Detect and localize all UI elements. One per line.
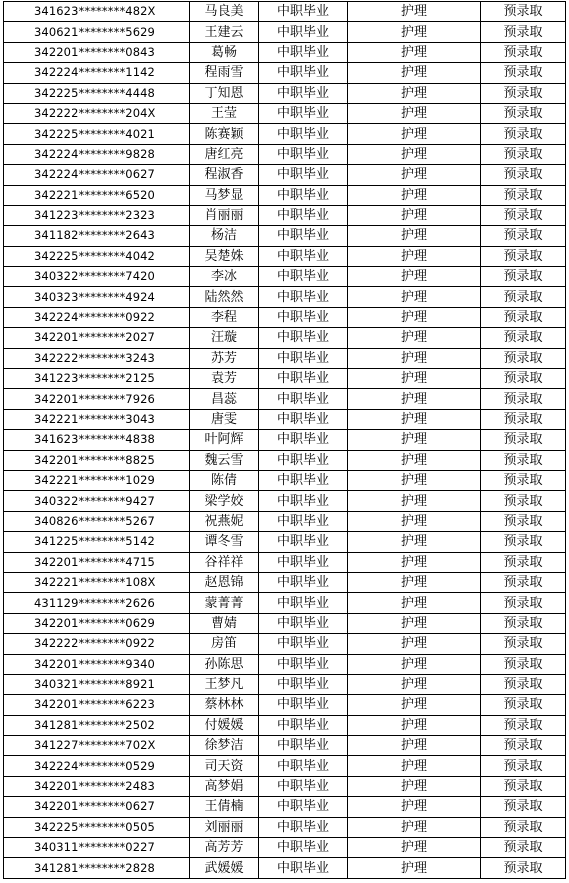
admission-status-cell: 预录取 <box>481 470 566 490</box>
id-number-cell: 342221********108X <box>4 572 190 592</box>
education-cell: 中职毕业 <box>259 817 348 837</box>
student-name-cell: 刘丽丽 <box>190 817 259 837</box>
table-row <box>4 22 566 42</box>
id-number-cell: 340826********5267 <box>4 511 190 531</box>
table-row <box>4 328 566 348</box>
id-number-cell: 342222********204X <box>4 103 190 123</box>
admission-status-cell: 预录取 <box>481 634 566 654</box>
education-cell: 中职毕业 <box>259 695 348 715</box>
table-row <box>4 715 566 735</box>
table-row <box>4 776 566 796</box>
education-cell: 中职毕业 <box>259 511 348 531</box>
major-cell: 护理 <box>348 307 481 327</box>
major-cell: 护理 <box>348 409 481 429</box>
id-number-cell: 341623********482X <box>4 2 190 22</box>
admission-status-cell: 预录取 <box>481 144 566 164</box>
education-cell: 中职毕业 <box>259 328 348 348</box>
table-row <box>4 797 566 817</box>
table-row <box>4 226 566 246</box>
admission-status-cell: 预录取 <box>481 817 566 837</box>
major-cell: 护理 <box>348 593 481 613</box>
id-number-cell: 342224********0627 <box>4 165 190 185</box>
table-row <box>4 124 566 144</box>
education-cell: 中职毕业 <box>259 124 348 144</box>
student-name-cell: 高芳芳 <box>190 838 259 858</box>
table-row <box>4 430 566 450</box>
education-cell: 中职毕业 <box>259 715 348 735</box>
education-cell: 中职毕业 <box>259 797 348 817</box>
student-name-cell: 苏芳 <box>190 348 259 368</box>
admission-status-cell: 预录取 <box>481 307 566 327</box>
student-name-cell: 祝燕妮 <box>190 511 259 531</box>
student-name-cell: 高梦娟 <box>190 776 259 796</box>
student-name-cell: 房笛 <box>190 634 259 654</box>
table-row <box>4 552 566 572</box>
admission-status-cell: 预录取 <box>481 165 566 185</box>
major-cell: 护理 <box>348 287 481 307</box>
student-name-cell: 唐雯 <box>190 409 259 429</box>
major-cell: 护理 <box>348 817 481 837</box>
table-row <box>4 491 566 511</box>
major-cell: 护理 <box>348 491 481 511</box>
major-cell: 护理 <box>348 756 481 776</box>
major-cell: 护理 <box>348 511 481 531</box>
id-number-cell: 341223********2125 <box>4 369 190 389</box>
admission-status-cell: 预录取 <box>481 287 566 307</box>
student-name-cell: 武媛媛 <box>190 858 259 878</box>
education-cell: 中职毕业 <box>259 63 348 83</box>
major-cell: 护理 <box>348 552 481 572</box>
admission-status-cell: 预录取 <box>481 185 566 205</box>
education-cell: 中职毕业 <box>259 450 348 470</box>
table-row <box>4 511 566 531</box>
id-number-cell: 342221********3043 <box>4 409 190 429</box>
student-name-cell: 魏云雪 <box>190 450 259 470</box>
table-row <box>4 389 566 409</box>
id-number-cell: 431129********2626 <box>4 593 190 613</box>
table-row <box>4 858 566 878</box>
education-cell: 中职毕业 <box>259 83 348 103</box>
major-cell: 护理 <box>348 838 481 858</box>
education-cell: 中职毕业 <box>259 103 348 123</box>
table-row <box>4 838 566 858</box>
table-row <box>4 674 566 694</box>
education-cell: 中职毕业 <box>259 287 348 307</box>
admission-status-cell: 预录取 <box>481 389 566 409</box>
education-cell: 中职毕业 <box>259 736 348 756</box>
education-cell: 中职毕业 <box>259 307 348 327</box>
student-name-cell: 汪璇 <box>190 328 259 348</box>
major-cell: 护理 <box>348 369 481 389</box>
id-number-cell: 342201********0843 <box>4 42 190 62</box>
major-cell: 护理 <box>348 450 481 470</box>
major-cell: 护理 <box>348 715 481 735</box>
table-row <box>4 593 566 613</box>
student-name-cell: 曹婧 <box>190 613 259 633</box>
student-name-cell: 谭冬雪 <box>190 532 259 552</box>
student-name-cell: 孙陈思 <box>190 654 259 674</box>
admission-roster-body <box>4 2 566 879</box>
student-name-cell: 陈倩 <box>190 470 259 490</box>
table-row <box>4 42 566 62</box>
education-cell: 中职毕业 <box>259 654 348 674</box>
education-cell: 中职毕业 <box>259 634 348 654</box>
major-cell: 护理 <box>348 185 481 205</box>
id-number-cell: 342201********4715 <box>4 552 190 572</box>
id-number-cell: 342201********8825 <box>4 450 190 470</box>
education-cell: 中职毕业 <box>259 491 348 511</box>
id-number-cell: 342224********0529 <box>4 756 190 776</box>
education-cell: 中职毕业 <box>259 267 348 287</box>
id-number-cell: 341227********702X <box>4 736 190 756</box>
education-cell: 中职毕业 <box>259 756 348 776</box>
education-cell: 中职毕业 <box>259 226 348 246</box>
admission-status-cell: 预录取 <box>481 552 566 572</box>
student-name-cell: 葛畅 <box>190 42 259 62</box>
student-name-cell: 唐红亮 <box>190 144 259 164</box>
admission-status-cell: 预录取 <box>481 654 566 674</box>
admission-status-cell: 预录取 <box>481 22 566 42</box>
admission-status-cell: 预录取 <box>481 409 566 429</box>
admission-status-cell: 预录取 <box>481 267 566 287</box>
education-cell: 中职毕业 <box>259 572 348 592</box>
major-cell: 护理 <box>348 144 481 164</box>
id-number-cell: 342222********0922 <box>4 634 190 654</box>
id-number-cell: 341281********2828 <box>4 858 190 878</box>
student-name-cell: 谷祥祥 <box>190 552 259 572</box>
table-row <box>4 267 566 287</box>
id-number-cell: 340322********9427 <box>4 491 190 511</box>
admission-status-cell: 预录取 <box>481 797 566 817</box>
major-cell: 护理 <box>348 430 481 450</box>
id-number-cell: 341223********2323 <box>4 205 190 225</box>
major-cell: 护理 <box>348 42 481 62</box>
id-number-cell: 340311********0227 <box>4 838 190 858</box>
admission-status-cell: 预录取 <box>481 613 566 633</box>
admission-status-cell: 预录取 <box>481 511 566 531</box>
major-cell: 护理 <box>348 205 481 225</box>
major-cell: 护理 <box>348 736 481 756</box>
admission-status-cell: 预录取 <box>481 838 566 858</box>
education-cell: 中职毕业 <box>259 409 348 429</box>
education-cell: 中职毕业 <box>259 674 348 694</box>
education-cell: 中职毕业 <box>259 430 348 450</box>
student-name-cell: 李冰 <box>190 267 259 287</box>
admission-status-cell: 预录取 <box>481 369 566 389</box>
table-row <box>4 369 566 389</box>
id-number-cell: 342225********4042 <box>4 246 190 266</box>
admission-status-cell: 预录取 <box>481 103 566 123</box>
table-row <box>4 532 566 552</box>
major-cell: 护理 <box>348 103 481 123</box>
table-row <box>4 817 566 837</box>
table-row <box>4 2 566 22</box>
education-cell: 中职毕业 <box>259 205 348 225</box>
table-row <box>4 185 566 205</box>
id-number-cell: 342201********9340 <box>4 654 190 674</box>
education-cell: 中职毕业 <box>259 2 348 22</box>
table-row <box>4 613 566 633</box>
major-cell: 护理 <box>348 348 481 368</box>
admission-status-cell: 预录取 <box>481 715 566 735</box>
education-cell: 中职毕业 <box>259 532 348 552</box>
student-name-cell: 梁学姣 <box>190 491 259 511</box>
education-cell: 中职毕业 <box>259 22 348 42</box>
major-cell: 护理 <box>348 124 481 144</box>
major-cell: 护理 <box>348 674 481 694</box>
student-name-cell: 蒙菁菁 <box>190 593 259 613</box>
admission-status-cell: 预录取 <box>481 756 566 776</box>
education-cell: 中职毕业 <box>259 838 348 858</box>
major-cell: 护理 <box>348 776 481 796</box>
id-number-cell: 340322********7420 <box>4 267 190 287</box>
student-name-cell: 杨洁 <box>190 226 259 246</box>
education-cell: 中职毕业 <box>259 144 348 164</box>
id-number-cell: 342201********2027 <box>4 328 190 348</box>
education-cell: 中职毕业 <box>259 552 348 572</box>
student-name-cell: 吴楚姝 <box>190 246 259 266</box>
student-name-cell: 徐梦洁 <box>190 736 259 756</box>
table-row <box>4 307 566 327</box>
id-number-cell: 342225********4021 <box>4 124 190 144</box>
student-name-cell: 王倩楠 <box>190 797 259 817</box>
admission-status-cell: 预录取 <box>481 736 566 756</box>
education-cell: 中职毕业 <box>259 369 348 389</box>
admission-status-cell: 预录取 <box>481 430 566 450</box>
id-number-cell: 342201********7926 <box>4 389 190 409</box>
major-cell: 护理 <box>348 2 481 22</box>
admission-status-cell: 预录取 <box>481 348 566 368</box>
admission-status-cell: 预录取 <box>481 246 566 266</box>
student-name-cell: 陈赛颖 <box>190 124 259 144</box>
id-number-cell: 342201********0627 <box>4 797 190 817</box>
education-cell: 中职毕业 <box>259 593 348 613</box>
table-row <box>4 654 566 674</box>
education-cell: 中职毕业 <box>259 776 348 796</box>
admission-status-cell: 预录取 <box>481 450 566 470</box>
education-cell: 中职毕业 <box>259 470 348 490</box>
student-name-cell: 李程 <box>190 307 259 327</box>
admission-status-cell: 预录取 <box>481 205 566 225</box>
student-name-cell: 王建云 <box>190 22 259 42</box>
table-row <box>4 695 566 715</box>
admission-roster-table <box>3 1 566 879</box>
student-name-cell: 司天资 <box>190 756 259 776</box>
id-number-cell: 342201********2483 <box>4 776 190 796</box>
id-number-cell: 342225********4448 <box>4 83 190 103</box>
table-row <box>4 83 566 103</box>
education-cell: 中职毕业 <box>259 42 348 62</box>
id-number-cell: 340621********5629 <box>4 22 190 42</box>
major-cell: 护理 <box>348 226 481 246</box>
table-row <box>4 205 566 225</box>
id-number-cell: 342224********0922 <box>4 307 190 327</box>
major-cell: 护理 <box>348 654 481 674</box>
table-row <box>4 409 566 429</box>
student-name-cell: 丁知恩 <box>190 83 259 103</box>
student-name-cell: 袁芳 <box>190 369 259 389</box>
admission-status-cell: 预录取 <box>481 532 566 552</box>
admission-status-cell: 预录取 <box>481 858 566 878</box>
student-name-cell: 蔡林林 <box>190 695 259 715</box>
id-number-cell: 342201********6223 <box>4 695 190 715</box>
id-number-cell: 342201********0629 <box>4 613 190 633</box>
admission-status-cell: 预录取 <box>481 42 566 62</box>
student-name-cell: 昌蕊 <box>190 389 259 409</box>
id-number-cell: 342225********0505 <box>4 817 190 837</box>
major-cell: 护理 <box>348 389 481 409</box>
major-cell: 护理 <box>348 858 481 878</box>
table-row <box>4 287 566 307</box>
major-cell: 护理 <box>348 267 481 287</box>
major-cell: 护理 <box>348 695 481 715</box>
student-name-cell: 付媛媛 <box>190 715 259 735</box>
table-row <box>4 470 566 490</box>
education-cell: 中职毕业 <box>259 185 348 205</box>
major-cell: 护理 <box>348 613 481 633</box>
student-name-cell: 王梦凡 <box>190 674 259 694</box>
admission-status-cell: 预录取 <box>481 226 566 246</box>
id-number-cell: 342221********1029 <box>4 470 190 490</box>
education-cell: 中职毕业 <box>259 246 348 266</box>
major-cell: 护理 <box>348 572 481 592</box>
admission-status-cell: 预录取 <box>481 776 566 796</box>
admission-status-cell: 预录取 <box>481 674 566 694</box>
major-cell: 护理 <box>348 246 481 266</box>
student-name-cell: 赵恩锦 <box>190 572 259 592</box>
id-number-cell: 342224********1142 <box>4 63 190 83</box>
major-cell: 护理 <box>348 797 481 817</box>
table-row <box>4 634 566 654</box>
table-row <box>4 736 566 756</box>
major-cell: 护理 <box>348 532 481 552</box>
id-number-cell: 341225********5142 <box>4 532 190 552</box>
major-cell: 护理 <box>348 22 481 42</box>
table-row <box>4 144 566 164</box>
education-cell: 中职毕业 <box>259 348 348 368</box>
major-cell: 护理 <box>348 63 481 83</box>
major-cell: 护理 <box>348 634 481 654</box>
education-cell: 中职毕业 <box>259 165 348 185</box>
table-row <box>4 572 566 592</box>
admission-status-cell: 预录取 <box>481 2 566 22</box>
id-number-cell: 342224********9828 <box>4 144 190 164</box>
id-number-cell: 340321********8921 <box>4 674 190 694</box>
admission-status-cell: 预录取 <box>481 328 566 348</box>
id-number-cell: 341281********2502 <box>4 715 190 735</box>
major-cell: 护理 <box>348 165 481 185</box>
admission-status-cell: 预录取 <box>481 572 566 592</box>
student-name-cell: 马良美 <box>190 2 259 22</box>
student-name-cell: 陆然然 <box>190 287 259 307</box>
id-number-cell: 342221********6520 <box>4 185 190 205</box>
student-name-cell: 叶阿辉 <box>190 430 259 450</box>
student-name-cell: 王莹 <box>190 103 259 123</box>
student-name-cell: 程淑香 <box>190 165 259 185</box>
admission-status-cell: 预录取 <box>481 83 566 103</box>
admission-status-cell: 预录取 <box>481 695 566 715</box>
table-row <box>4 348 566 368</box>
admission-status-cell: 预录取 <box>481 491 566 511</box>
table-row <box>4 165 566 185</box>
student-name-cell: 马梦显 <box>190 185 259 205</box>
id-number-cell: 341182********2643 <box>4 226 190 246</box>
admission-status-cell: 预录取 <box>481 63 566 83</box>
id-number-cell: 342222********3243 <box>4 348 190 368</box>
table-row <box>4 63 566 83</box>
table-row <box>4 246 566 266</box>
admission-status-cell: 预录取 <box>481 593 566 613</box>
education-cell: 中职毕业 <box>259 613 348 633</box>
id-number-cell: 341623********4838 <box>4 430 190 450</box>
table-row <box>4 450 566 470</box>
student-name-cell: 肖丽丽 <box>190 205 259 225</box>
admission-status-cell: 预录取 <box>481 124 566 144</box>
table-row <box>4 103 566 123</box>
major-cell: 护理 <box>348 83 481 103</box>
id-number-cell: 340323********4924 <box>4 287 190 307</box>
table-row <box>4 756 566 776</box>
education-cell: 中职毕业 <box>259 389 348 409</box>
education-cell: 中职毕业 <box>259 858 348 878</box>
major-cell: 护理 <box>348 470 481 490</box>
major-cell: 护理 <box>348 328 481 348</box>
student-name-cell: 程雨雪 <box>190 63 259 83</box>
